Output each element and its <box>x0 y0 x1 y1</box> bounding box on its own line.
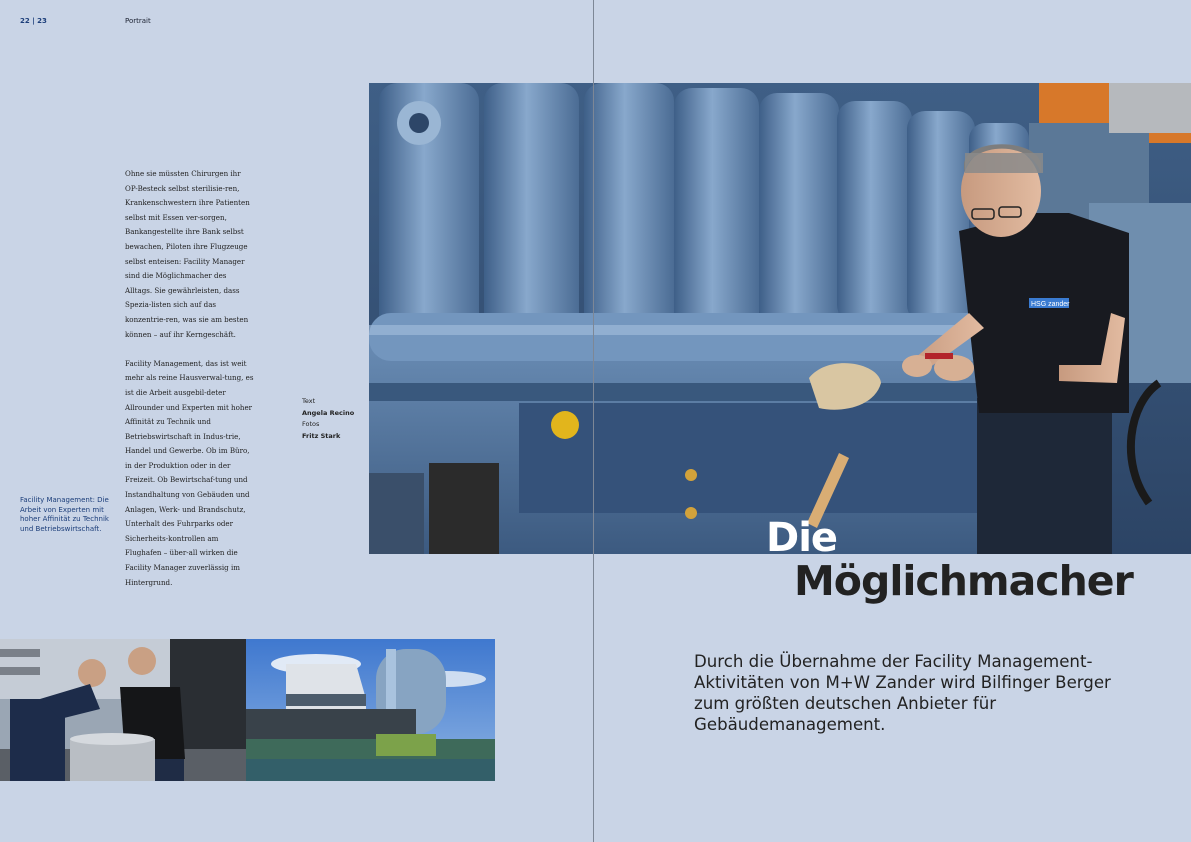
page-numbers: 22 | 23 <box>20 17 47 25</box>
section-title: Portrait <box>125 17 151 25</box>
text-credit-name: Angela Recino <box>302 408 355 417</box>
lead-text: Durch die Übernahme der Facility Management-Aktivitäten von M+W Zander wird Bilfinger Berger zum größten deutschen Anbieter für Gebäudemanagement. <box>694 652 1111 734</box>
engine-photo <box>369 83 1191 554</box>
intro-paragraph-1: Ohne sie müssten Chirurgen ihr OP-Besteck selbst sterilisie-ren, Krankenschwestern ihre Patienten selbst mit Essen ver-sorgen, Bankangestellte ihre Bank selbst bewachen, Piloten ihre Flugzeuge selbst enteisen: Facility Manager sind die Möglichmacher des Alltags. Sie gewährleisten, dass Spezia-listen sich auf das konzentrie-ren, was sie am besten können – auf ihr Kerngeschäft. <box>125 169 250 339</box>
page-fold-divider <box>593 0 594 842</box>
text-credit-label: Text <box>302 397 316 405</box>
photo-credit-name: Fritz Stark <box>302 431 341 440</box>
photo-caption: Facility Management: Die Arbeit von Experten mit hoher Affinität zu Technik und Betriebswirtschaft. <box>20 496 109 533</box>
workers-photo <box>0 639 246 781</box>
credits <box>302 396 354 442</box>
headline-line-2: Möglichmacher <box>794 557 1133 605</box>
headline-line-1: Die <box>766 515 838 561</box>
intro-paragraph-2: Facility Management, das ist weit mehr als reine Hausverwal-tung, es ist die Arbeit ausgebil-deter Allrounder und Experten mit hoher Affinität zu Technik und Betriebswirtschaft in Indus-trie, Handel und Gewerbe. Ob im Büro, in der Produktion oder in der Freizeit. Ob Bewirtschaf-tung und Instandhaltung von Gebäuden und Anlagen, Werk- und Brandschutz, Unterhalt des Fuhrparks oder Sicherheits-kontrollen am Flughafen – über-all wirken die Facility Manager zuverlässig im Hintergrund. <box>125 358 254 587</box>
shirt-logo: HSG zander <box>1031 301 1070 308</box>
building-photo <box>246 639 495 781</box>
intro-text <box>125 167 255 605</box>
photo-credit-label: Fotos <box>302 420 320 429</box>
